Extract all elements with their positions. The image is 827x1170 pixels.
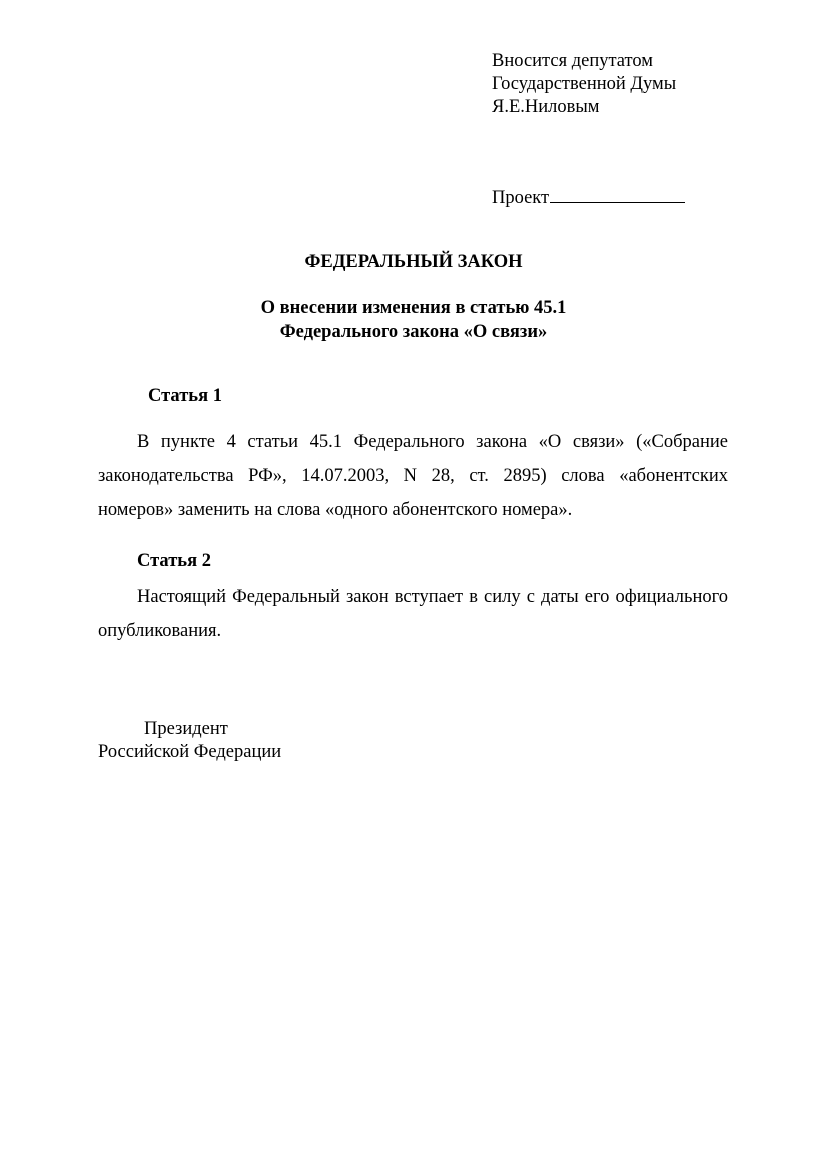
article-1-heading: Статья 1	[148, 386, 222, 406]
signature-line: Российской Федерации	[98, 742, 282, 762]
law-type-heading: ФЕДЕРАЛЬНЫЙ ЗАКОН	[304, 252, 523, 272]
submitter-line: Вносится депутатом	[492, 51, 653, 71]
submitter-line: Государственной Думы	[492, 74, 677, 94]
submitter-block	[492, 50, 676, 119]
law-title-line: О внесении изменения в статью 45.1	[260, 298, 567, 318]
law-title-line: Федерального закона «О связи»	[279, 322, 548, 342]
project-label-block	[492, 185, 685, 209]
project-label: Проект	[492, 188, 550, 208]
article-2-text: Настоящий Федеральный закон вступает в силу с даты его официального опубликования.	[98, 587, 728, 641]
law-title	[0, 296, 827, 344]
submitter-line: Я.Е.Ниловым	[492, 97, 600, 117]
signature-block	[98, 718, 281, 764]
article-1-text: В пункте 4 статьи 45.1 Федерального закона «О связи» («Собрание законодательства РФ», 14.07.2003, N 28, ст. 2895) слова «абонентских номеров» заменить на слова «одного абонентского номера».	[98, 432, 728, 520]
article-2-heading: Статья 2	[137, 551, 211, 571]
signature-line: Президент	[144, 719, 228, 739]
project-number-blank	[550, 185, 685, 203]
